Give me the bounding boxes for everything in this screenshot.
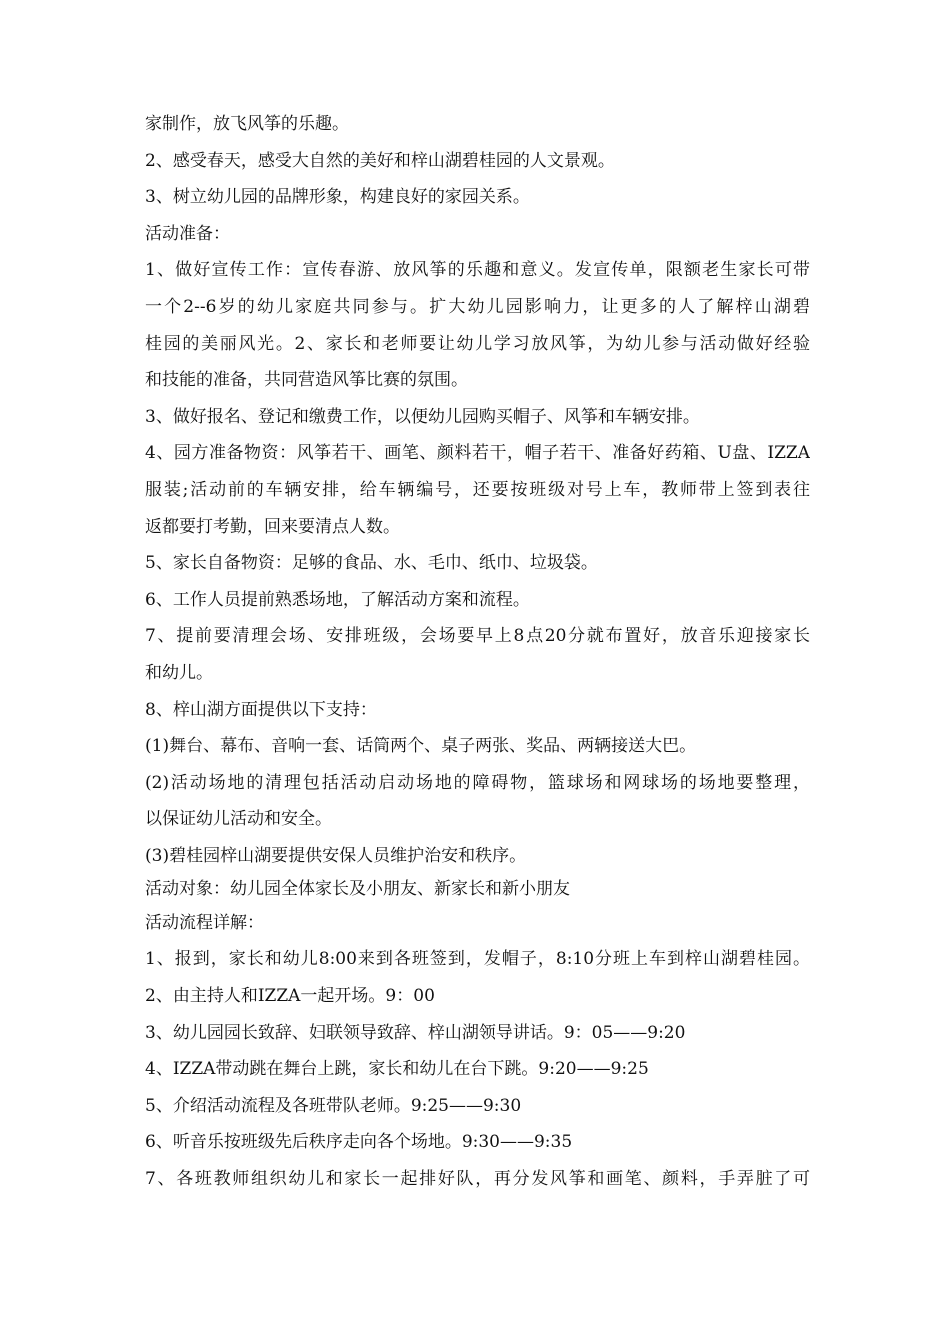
text-line: 返都要打考勤，回来要清点人数。 xyxy=(145,516,400,537)
text-line: 服装;活动前的车辆安排，给车辆编号，还要按班级对号上车，教师带上签到表往 xyxy=(145,479,810,500)
text-line: 3、幼儿园园长致辞、妇联领导致辞、梓山湖领导讲话。9：05——9:20 xyxy=(145,1022,686,1043)
text-line: 5、介绍活动流程及各班带队老师。9:25——9:30 xyxy=(145,1095,522,1116)
text-line: 4、园方准备物资：风筝若干、画笔、颜料若干，帽子若干、准备好药箱、U盘、IZZA xyxy=(145,443,810,464)
text-line: (1)舞台、幕布、音响一套、话筒两个、桌子两张、奖品、两辆接送大巴。 xyxy=(145,736,697,757)
text-line: (3)碧桂园梓山湖要提供安保人员维护治安和秩序。 xyxy=(145,845,527,866)
text-line: 和技能的准备，共同营造风筝比赛的氛围。 xyxy=(145,370,468,391)
section-heading: 活动准备： xyxy=(145,223,230,244)
text-line: 以保证幼儿活动和安全。 xyxy=(145,809,332,830)
text-line: (2)活动场地的清理包括活动启动场地的障碍物，篮球场和网球场的场地要整理， xyxy=(145,772,810,793)
text-line: 6、听音乐按班级先后秩序走向各个场地。9:30——9:35 xyxy=(145,1132,573,1153)
text-line: 7、各班教师组织幼儿和家长一起排好队，再分发风筝和画笔、颜料，手弄脏了可 xyxy=(145,1169,810,1190)
document-body xyxy=(145,112,810,1191)
text-line: 2、由主持人和IZZA一起开场。9：00 xyxy=(145,986,435,1007)
text-line: 一个2--6岁的幼儿家庭共同参与。扩大幼儿园影响力，让更多的人了解梓山湖碧 xyxy=(145,296,810,317)
section-heading: 活动流程详解： xyxy=(145,912,264,933)
text-line: 3、树立幼儿园的品牌形象，构建良好的家园关系。 xyxy=(145,187,530,208)
text-line: 8、梓山湖方面提供以下支持： xyxy=(145,699,377,720)
text-line: 2、感受春天，感受大自然的美好和梓山湖碧桂园的人文景观。 xyxy=(145,150,615,171)
text-line: 桂园的美丽风光。2、家长和老师要让幼儿学习放风筝，为幼儿参与活动做好经验 xyxy=(145,333,810,354)
text-line: 1、报到，家长和幼儿8:00来到各班签到，发帽子，8:10分班上车到梓山湖碧桂园。 xyxy=(145,949,810,970)
text-line: 4、IZZA带动跳在舞台上跳，家长和幼儿在台下跳。9:20——9:25 xyxy=(145,1059,649,1080)
section-heading: 活动对象：幼儿园全体家长及小朋友、新家长和新小朋友 xyxy=(145,879,570,900)
text-line: 和幼儿。 xyxy=(145,662,213,683)
text-line: 家制作，放飞风筝的乐趣。 xyxy=(145,114,349,134)
text-line: 3、做好报名、登记和缴费工作，以便幼儿园购买帽子、风筝和车辆安排。 xyxy=(145,406,700,427)
text-line: 1、做好宣传工作：宣传春游、放风筝的乐趣和意义。发宣传单，限额老生家长可带 xyxy=(145,260,810,281)
text-line: 7、提前要清理会场、安排班级，会场要早上8点20分就布置好，放音乐迎接家长 xyxy=(145,626,810,647)
text-line: 6、工作人员提前熟悉场地，了解活动方案和流程。 xyxy=(145,589,530,610)
text-line: 5、家长自备物资：足够的食品、水、毛巾、纸巾、垃圾袋。 xyxy=(145,553,598,574)
